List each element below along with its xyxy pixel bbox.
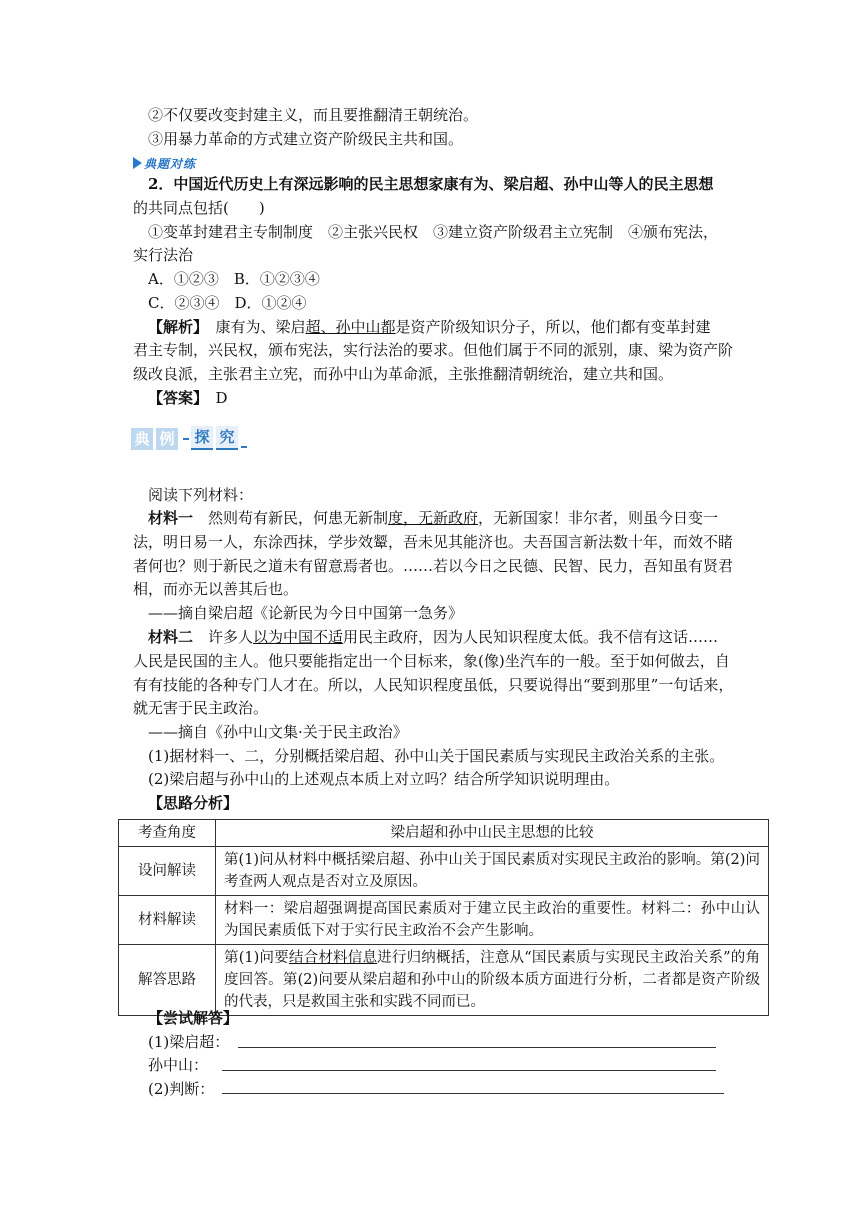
triangle-icon: [133, 157, 142, 169]
sub-question-2: (2)梁启超与孙中山的上述观点本质上对立吗？结合所学知识说明理由。: [148, 770, 620, 788]
material-1-line-4: 相，而亦无以善其后也。: [133, 580, 299, 598]
question-options-ab: A．①②③ B．①②③④: [148, 270, 320, 288]
table-cell-key: 材料解读: [119, 896, 216, 945]
table-cell-key: 解答思路: [119, 945, 216, 1016]
attempt-label-3: (2)判断：: [148, 1080, 215, 1098]
sub-question-1: (1)据材料一、二，分别概括梁启超、孙中山关于国民素质与实现民主政治关系的主张。: [148, 747, 725, 765]
material-2-line-4: 就无害于民主政治。: [133, 699, 269, 717]
analysis-line-3: 级改良派，主张君主立宪，而孙中山为革命派，主张推翻清朝统治，建立共和国。: [133, 365, 674, 383]
analysis-line-2: 君主专制，兴民权，颁布宪法，实行法治的要求。但他们属于不同的派别，康、梁为资产阶: [133, 341, 734, 359]
material-2-line-3: 有有技能的各种专门人才在。所以，人民知识程度虽低，只要说得出“要到那里”一句话来，: [133, 676, 734, 694]
answer-blank-1[interactable]: [238, 1047, 716, 1048]
table-cell-key: 考查角度: [119, 820, 216, 847]
attempt-heading: 【尝试解答】: [148, 1009, 239, 1027]
answer-blank-3[interactable]: [222, 1093, 724, 1094]
table-cell-value: 材料一：梁启超强调提高国民素质对于建立民主政治的重要性。材料二：孙中山认为国民素质低下对于实行民主政治不会产生影响。: [216, 896, 769, 945]
attempt-label-2: 孙中山：: [148, 1056, 209, 1074]
table-row: [119, 945, 769, 1016]
material-1-line-2: 法，明日易一人，东涂西抹，学步效颦，吾未见其能济也。夫吾国言新法数十年，而效不睹: [133, 533, 734, 551]
analysis-table: [118, 819, 769, 1016]
practice-tag: 典题对练: [133, 155, 196, 171]
analysis-heading: 【思路分析】: [148, 794, 239, 812]
material-1-source: ——摘自梁启超《论新民为今日中国第一急务》: [148, 604, 464, 622]
question-items-cont: 实行法治: [133, 246, 194, 264]
question-stem-cont: 的共同点包括( ): [133, 199, 265, 217]
intro-point-2: ②不仅要改变封建主义，而且要推翻清王朝统治。: [148, 106, 479, 124]
table-cell-key: 设问解读: [119, 847, 216, 896]
analysis-line: 【解析】 康有为、梁启超、孙中山都是资产阶级知识分子，所以，他们都有变革封建: [148, 318, 711, 336]
material-1-line-3: 者何也？则于新民之道未有留意焉者也。……若以今日之民德、民智、民力，吾知虽有贤君: [133, 557, 734, 575]
table-cell-value: 第(1)问要结合材料信息进行归纳概括，注意从“国民素质与实现民主政治关系”的角度回答。第(2)问要从梁启超和孙中山的阶级本质方面进行分析，二者都是资产阶级的代表，只是救国主张和实践不同而已。: [216, 945, 769, 1016]
table-row: [119, 820, 769, 847]
question-items: ①变革封建君主专制制度 ②主张兴民权 ③建立资产阶级君主立宪制 ④颁布宪法，: [148, 223, 719, 241]
table-cell-value: 第(1)问从材料中概括梁启超、孙中山关于国民素质对实现民主政治的影响。第(2)问考查两人观点是否对立及原因。: [216, 847, 769, 896]
material-1-line: 材料一 然则苟有新民，何患无新制度，无新政府，无新国家！非尔者，则虽今日变一: [148, 509, 719, 527]
section-title: 典 例 探 究: [131, 424, 247, 450]
material-2-source: ——摘自《孙中山文集·关于民主政治》: [148, 723, 408, 741]
answer-line: 【答案】 D: [148, 389, 228, 407]
material-2-line-2: 人民是民国的主人。他只要能指定出一个目标来，象(像)坐汽车的一般。至于如何做去，自: [133, 652, 730, 670]
table-row: [119, 847, 769, 896]
reading-lead: 阅读下列材料：: [148, 486, 254, 504]
question-stem: 2．中国近代历史上有深远影响的民主思想家康有为、梁启超、孙中山等人的民主思想: [148, 175, 714, 193]
question-options-cd: C．②③④ D．①②④: [148, 294, 307, 312]
table-cell-value: 梁启超和孙中山民主思想的比较: [216, 820, 769, 847]
answer-blank-2[interactable]: [222, 1070, 716, 1071]
table-row: [119, 896, 769, 945]
attempt-label-1: (1)梁启超：: [148, 1033, 230, 1051]
intro-point-3: ③用暴力革命的方式建立资产阶级民主共和国。: [148, 130, 464, 148]
material-2-line: 材料二 许多人以为中国不适用民主政府，因为人民知识程度太低。我不信有这话……: [148, 628, 719, 646]
